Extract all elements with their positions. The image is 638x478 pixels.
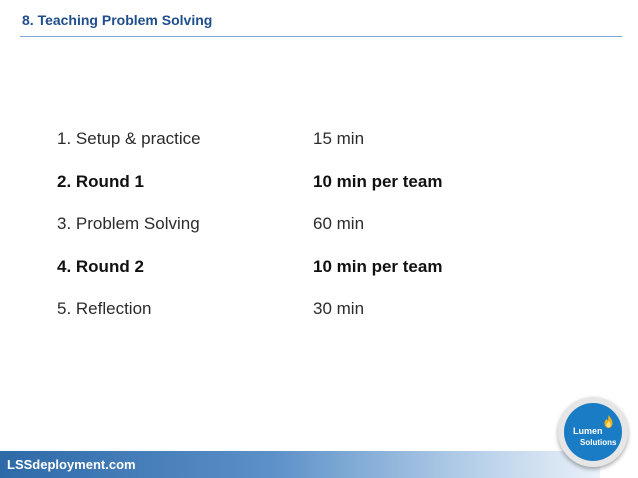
- logo-text-solutions: Solutions: [580, 438, 617, 447]
- agenda-row: [57, 118, 517, 161]
- agenda-item-label: 5. Reflection: [57, 299, 152, 319]
- company-logo: [558, 397, 628, 467]
- agenda-row: [57, 246, 517, 289]
- footer-bar: [0, 451, 600, 478]
- agenda-list: [57, 118, 517, 331]
- title-divider: [20, 36, 622, 37]
- agenda-item-label: 2. Round 1: [57, 171, 144, 191]
- agenda-row: [57, 288, 517, 331]
- agenda-item-duration: 30 min: [313, 299, 365, 319]
- agenda-row: [57, 161, 517, 204]
- agenda-item-duration: 10 min per team: [313, 256, 443, 276]
- agenda-item-duration: 60 min: [313, 214, 365, 234]
- footer-website: LSSdeployment.com: [7, 457, 136, 472]
- flame-icon: [604, 415, 613, 428]
- agenda-item-duration: 10 min per team: [313, 171, 443, 191]
- slide-title: 8. Teaching Problem Solving: [22, 12, 213, 28]
- agenda-item-label: 3. Problem Solving: [57, 214, 200, 234]
- logo-text-lumen: Lumen: [573, 426, 603, 436]
- logo-badge: [564, 403, 622, 461]
- agenda-item-duration: 15 min: [313, 129, 365, 149]
- agenda-row: [57, 203, 517, 246]
- agenda-item-label: 1. Setup & practice: [57, 129, 201, 149]
- agenda-item-label: 4. Round 2: [57, 256, 144, 276]
